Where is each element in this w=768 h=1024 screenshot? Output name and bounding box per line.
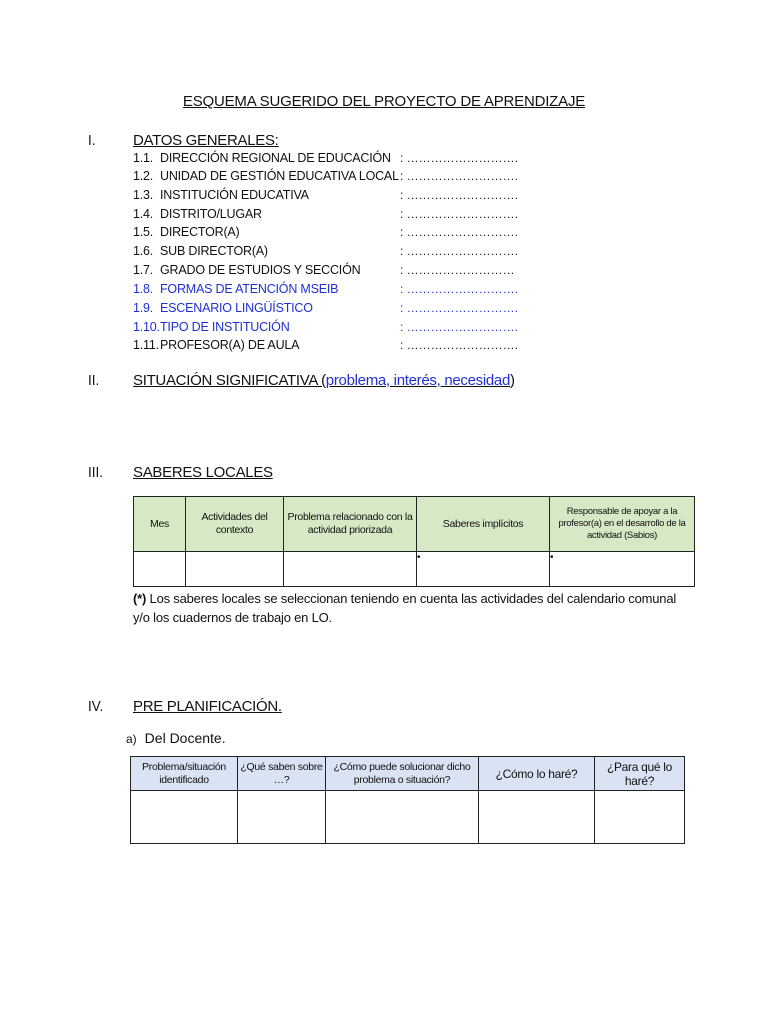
item-blank: : ………………………. bbox=[400, 225, 519, 239]
subsection-title: Del Docente. bbox=[144, 730, 226, 746]
item-label: PROFESOR(A) DE AULA bbox=[160, 338, 300, 352]
item-number: 1.6. bbox=[133, 244, 154, 258]
section-title: SITUACIÓN SIGNIFICATIVA ( bbox=[133, 372, 326, 389]
table-cell[interactable] bbox=[326, 791, 479, 844]
item-number: 1.10. bbox=[133, 320, 160, 334]
item-label: ESCENARIO LINGÜÍSTICO bbox=[160, 301, 313, 315]
list-item bbox=[133, 280, 338, 298]
item-number: 1.3. bbox=[133, 188, 154, 202]
item-blank: : ……………………… bbox=[400, 263, 515, 277]
item-label: GRADO DE ESTUDIOS Y SECCIÓN bbox=[160, 263, 361, 277]
table-header: ¿Para qué lo haré? bbox=[595, 757, 685, 791]
item-blank: : ………………………. bbox=[400, 282, 519, 296]
saberes-note bbox=[133, 589, 693, 627]
item-number: 1.4. bbox=[133, 207, 154, 221]
item-label: DIRECCIÓN REGIONAL DE EDUCACIÓN bbox=[160, 151, 391, 165]
list-item bbox=[133, 223, 240, 241]
del-docente-table bbox=[130, 756, 685, 844]
table-header: Problema relacionado con la actividad priorizada bbox=[284, 497, 417, 552]
saberes-locales-table bbox=[133, 496, 695, 587]
table-cell[interactable] bbox=[186, 552, 284, 587]
item-number: 1.8. bbox=[133, 282, 154, 296]
list-item bbox=[133, 336, 299, 354]
table-cell[interactable] bbox=[238, 791, 326, 844]
item-blank: : ………………………. bbox=[400, 301, 519, 315]
section-title: DATOS GENERALES bbox=[133, 132, 275, 149]
list-item bbox=[133, 149, 391, 167]
item-blank: : ………………………. bbox=[400, 207, 519, 221]
section-title-highlight: problema, interés, necesidad bbox=[325, 372, 511, 389]
table-cell[interactable]: • bbox=[550, 552, 695, 587]
item-blank: : ………………………. bbox=[400, 338, 519, 352]
list-item bbox=[133, 299, 313, 317]
item-number: 1.11. bbox=[133, 338, 159, 352]
section-heading-situacion-significativa bbox=[133, 372, 515, 389]
subsection-del-docente bbox=[126, 730, 226, 746]
table-header: ¿Cómo puede solucionar dicho problema o situación? bbox=[326, 757, 479, 791]
note-text: Los saberes locales se seleccionan teniendo en cuenta las actividades del calendario comunal y/o los cuadernos de trabajo en LO. bbox=[133, 591, 677, 625]
item-number: 1.1. bbox=[133, 151, 154, 165]
item-blank: : ………………………. bbox=[400, 244, 519, 258]
item-number: 1.7. bbox=[133, 263, 154, 277]
table-cell[interactable] bbox=[134, 552, 186, 587]
section-number: II. bbox=[88, 372, 100, 389]
table-cell[interactable] bbox=[131, 791, 238, 844]
table-header: ¿Qué saben sobre …? bbox=[238, 757, 326, 791]
list-item bbox=[133, 186, 309, 204]
item-blank: : ………………………. bbox=[400, 151, 519, 165]
section-number: IV. bbox=[88, 698, 104, 715]
section-number: I. bbox=[88, 132, 96, 149]
item-blank: : ………………………. bbox=[400, 320, 519, 334]
item-blank: : ………………………. bbox=[400, 188, 519, 202]
item-number: 1.5. bbox=[133, 225, 154, 239]
item-number: 1.2. bbox=[133, 169, 154, 183]
list-item bbox=[133, 318, 290, 336]
item-blank: : ………………………. bbox=[400, 169, 519, 183]
item-label: TIPO DE INSTITUCIÓN bbox=[160, 320, 290, 334]
note-mark: (*) bbox=[133, 591, 147, 606]
section-title-suffix: : bbox=[274, 132, 279, 149]
table-cell[interactable] bbox=[479, 791, 595, 844]
table-header: Actividades del contexto bbox=[186, 497, 284, 552]
table-header: Saberes implícitos bbox=[417, 497, 550, 552]
table-header: Responsable de apoyar a la profesor(a) en el desarrollo de la actividad (Sabios) bbox=[550, 497, 695, 552]
section-title-pre-planificacion: PRE PLANIFICACIÓN. bbox=[133, 698, 282, 715]
item-label: FORMAS DE ATENCIÓN MSEIB bbox=[160, 282, 339, 296]
section-heading-datos-generales bbox=[133, 132, 279, 149]
item-label: UNIDAD DE GESTIÓN EDUCATIVA LOCAL bbox=[160, 169, 399, 183]
table-row bbox=[131, 791, 685, 844]
list-item bbox=[133, 167, 399, 185]
item-label: DISTRITO/LUGAR bbox=[160, 207, 262, 221]
list-item bbox=[133, 205, 262, 223]
table-cell[interactable]: • bbox=[417, 552, 550, 587]
list-item bbox=[133, 261, 360, 279]
item-number: 1.9. bbox=[133, 301, 154, 315]
table-header: Problema/situación identificado bbox=[131, 757, 238, 791]
section-title-close: ) bbox=[510, 372, 515, 389]
item-label: SUB DIRECTOR(A) bbox=[160, 244, 268, 258]
list-item bbox=[133, 242, 268, 260]
document-title: ESQUEMA SUGERIDO DEL PROYECTO DE APRENDIZAJE bbox=[182, 93, 586, 110]
table-header: Mes bbox=[134, 497, 186, 552]
section-number: III. bbox=[88, 464, 104, 481]
table-header: ¿Cómo lo haré? bbox=[479, 757, 595, 791]
table-cell[interactable] bbox=[595, 791, 685, 844]
table-cell[interactable] bbox=[284, 552, 417, 587]
section-title-saberes-locales: SABERES LOCALES bbox=[133, 464, 273, 481]
subsection-label: a) bbox=[126, 732, 137, 746]
table-row bbox=[134, 552, 695, 587]
item-label: INSTITUCIÓN EDUCATIVA bbox=[160, 188, 309, 202]
item-label: DIRECTOR(A) bbox=[160, 225, 240, 239]
